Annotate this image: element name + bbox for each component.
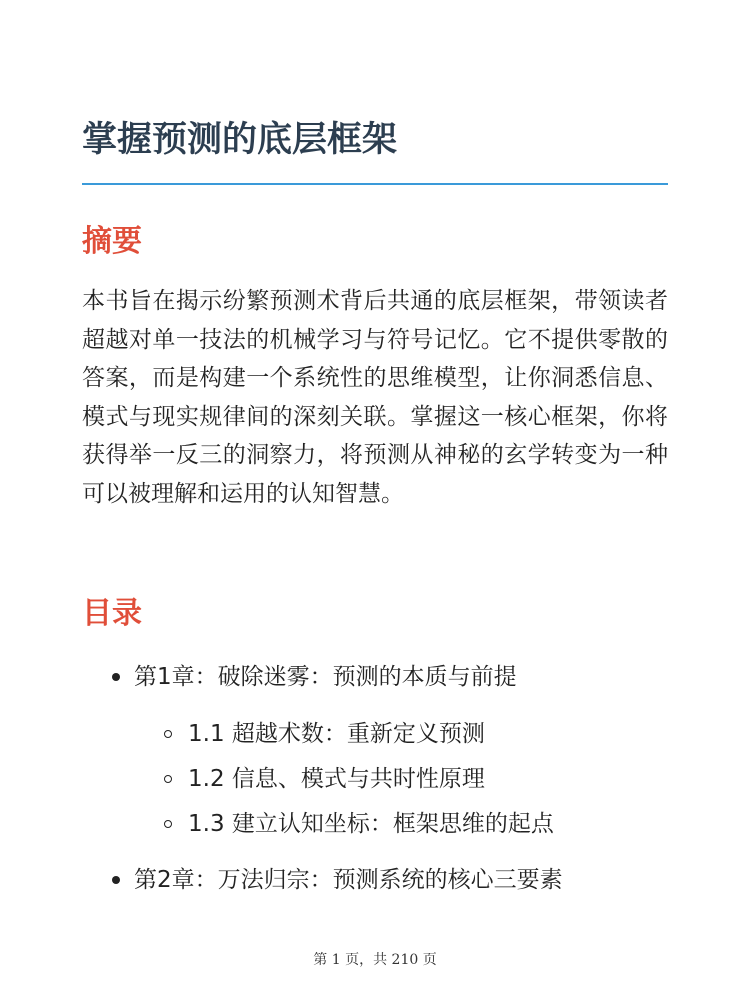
bullet-circle-icon	[164, 730, 172, 738]
bullet-disc-icon	[112, 876, 120, 884]
bullet-disc-icon	[112, 673, 120, 681]
abstract-heading: 摘要	[82, 224, 142, 259]
bullet-circle-icon	[164, 820, 172, 828]
document-title: 掌握预测的底层框架	[82, 120, 398, 160]
page-footer: 第 1 页，共 210 页	[313, 952, 437, 968]
toc-section-1-2: 1.2 信息、模式与共时性原理	[188, 766, 485, 792]
bullet-circle-icon	[164, 775, 172, 783]
toc-heading: 目录	[82, 596, 142, 631]
toc-section-1-1: 1.1 超越术数：重新定义预测	[188, 721, 485, 747]
toc-section-1-3: 1.3 建立认知坐标：框架思维的起点	[188, 811, 554, 837]
abstract-text: 本书旨在揭示纷繁预测术背后共通的底层框架，带领读者超越对单一技法的机械学习与符号记忆。它不提供零散的答案，而是构建一个系统性的思维模型，让你洞悉信息、模式与现实规律间的深刻关联。掌握这一核心框架，你将获得举一反三的洞察力，将预测从神秘的玄学转变为一种可以被理解和运用的认知智慧。	[82, 288, 668, 507]
toc-chapter-2: 第2章：万法归宗：预测系统的核心三要素	[134, 867, 563, 893]
toc-chapter-1: 第1章：破除迷雾：预测的本质与前提	[134, 664, 517, 690]
title-divider	[82, 183, 668, 185]
